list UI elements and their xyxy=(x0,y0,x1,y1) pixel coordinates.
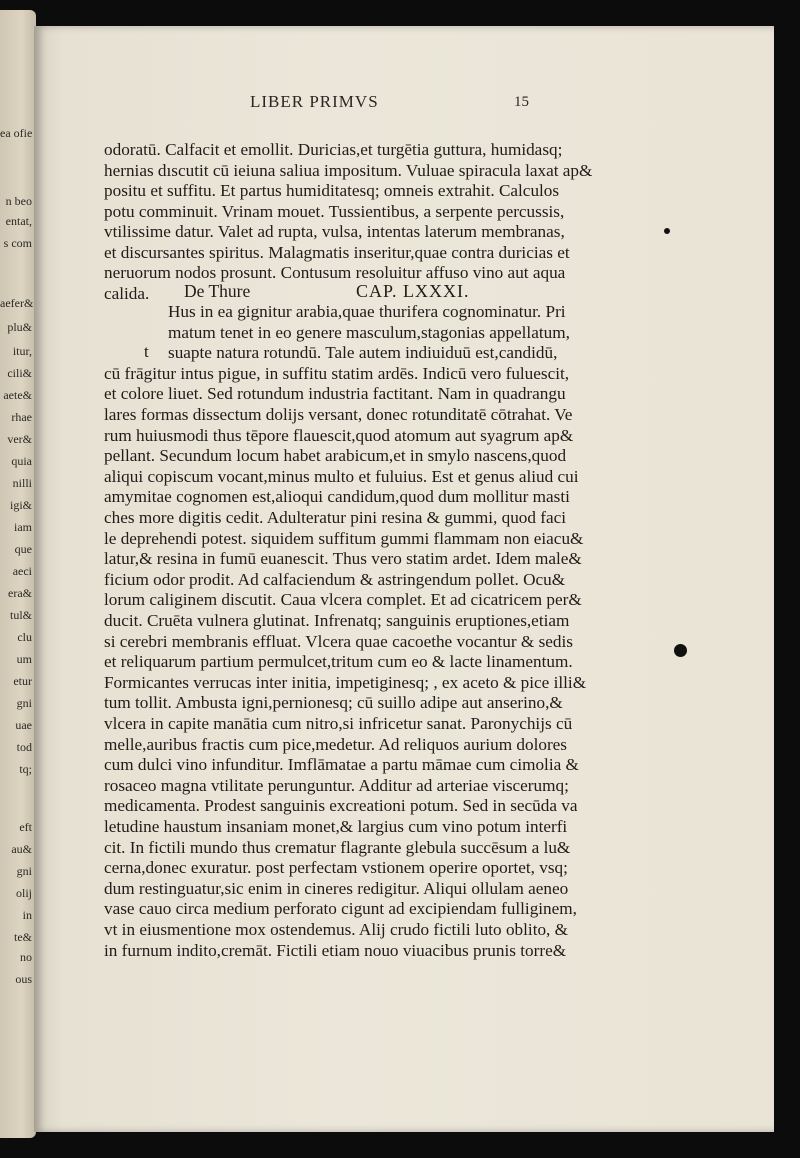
initial-letter-guide: t xyxy=(144,342,149,361)
left-margin-fragment: ous xyxy=(15,972,32,986)
text-line: medicamenta. Prodest sanguinis excreationi potum. Sed in secūda va xyxy=(104,796,578,816)
left-margin-fragment: igi& xyxy=(9,498,32,512)
text-line: et reliquarum partium permulcet,tritum cum eo & lacte linamentum. xyxy=(104,652,573,672)
running-head: LIBER PRIMVS xyxy=(250,92,379,111)
chapter-number: CAP. LXXXI. xyxy=(356,281,470,301)
left-margin-fragment: clu xyxy=(17,630,32,644)
ink-spot xyxy=(664,228,670,234)
left-margin-fragment: gni xyxy=(16,864,32,878)
left-margin-fragment: no xyxy=(20,950,32,964)
text-line: lorum caliginem discutit. Caua vlcera complet. Et ad cicatricem per& xyxy=(104,590,582,610)
text-line: rum huiusmodi thus tēpore flauescit,quod atomum aut syagrum ap& xyxy=(104,425,574,445)
text-line: si cerebri membranis effluat. Vlcera quae cacoethe vocantur & sedis xyxy=(104,631,573,651)
text-line: cum dulci vino infunditur. Imflāmatae a partu māmae cum cimolia & xyxy=(104,755,579,775)
left-margin-fragment: tul& xyxy=(9,608,32,622)
left-margin-fragment: rhae xyxy=(11,410,32,424)
text-line: ches more digitis cedit. Adulteratur pini resina & gummi, quod faci xyxy=(104,508,567,527)
text-line: aliqui copiscum vocant,minus multo et fuluius. Est et genus aliud cui xyxy=(104,466,579,486)
left-margin-fragment: cili& xyxy=(7,366,32,380)
chapter-heading xyxy=(104,281,604,303)
left-margin-fragment: in xyxy=(22,908,32,922)
left-margin-fragment: quia xyxy=(11,454,32,468)
text-line: vt in eiusmentione mox ostendemus. Alij crudo fictili luto oblito, & xyxy=(104,920,569,939)
text-line: vlcera in capite manātia cum nitro,si infricetur sanat. Paronychijs cū xyxy=(104,714,573,733)
text-line: potu comminuit. Vrinam mouet. Tussientibus, a serpente percussis, xyxy=(104,201,565,221)
text-line: et discursantes spiritus. Malagmatis inseritur,quae contra duricias et xyxy=(104,242,570,262)
left-margin-fragment: etur xyxy=(13,674,32,688)
text-line: pellant. Secundum locum habet arabicum,et in smylo nascens,quod xyxy=(104,446,567,466)
left-margin-fragment: iam xyxy=(14,520,32,534)
text-line: calida. xyxy=(104,283,150,303)
left-margin-fragment: aeci xyxy=(12,564,32,578)
text-line: vase cauo circa medium perforato cigunt ad excipiendam fulliginem, xyxy=(104,899,577,919)
left-margin-fragment: tod xyxy=(16,740,32,754)
left-margin-fragment: entat, xyxy=(5,214,32,228)
text-line: latur,& resina in fumū euanescit. Thus vero statim ardet. Idem male& xyxy=(104,549,582,569)
text-line: odoratū. Calfacit et emollit. Duricias,et turgētia guttura, humidasq; xyxy=(104,140,563,159)
text-line: et colore liuet. Sed rotundum industria factitant. Nam in quadrangu xyxy=(104,384,566,404)
left-margin-fragment: au& xyxy=(11,842,32,856)
left-margin-fragment: ea ofie xyxy=(0,126,33,140)
left-margin-fragment: olij xyxy=(15,886,32,900)
folio-number: 15 xyxy=(514,94,529,110)
text-line: suapte natura rotundū. Tale autem indiuiduū est,candidū, xyxy=(168,343,558,363)
left-margin-fragment: uae xyxy=(15,718,32,732)
ink-spot-large xyxy=(674,644,687,657)
text-line: Hus in ea gignitur arabia,quae thurifera cognominatur. Pri xyxy=(168,302,566,321)
chapter-title: De Thure xyxy=(184,281,251,301)
text-line: vtilissime datur. Valet ad rupta, vulsa, intentas laterum membranas, xyxy=(104,222,565,241)
text-line: melle,auribus fractis cum pice,medetur. Ad reliquos aurium dolores xyxy=(104,734,567,754)
text-line: hernias dıscutit cū ieiuna saliua impositum. Vuluae spiracula laxat ap& xyxy=(104,160,593,180)
text-line: ficium odor prodit. Ad calfaciendum & astringendum pollet. Ocu& xyxy=(104,569,566,589)
text-line: lares formas dissectum dolijs versant, donec rotunditatē cōtrahat. Ve xyxy=(104,405,573,424)
text-line: rosaceo magna vtilitate perunguntur. Additur ad arteriae viscerumq; xyxy=(104,775,569,795)
text-line: neruorum nodos prosunt. Contusum resoluitur affuso vino aut aqua xyxy=(104,263,566,282)
left-margin-fragment: aefer& xyxy=(0,296,34,310)
left-margin-fragment: s com xyxy=(3,236,32,250)
text-line: cit. In fictili mundo thus crematur flagrante glebula succēsum a lu& xyxy=(104,837,571,857)
text-line: cerna,donec exuratur. post perfectam vstionem operire oportet, vsq; xyxy=(104,858,568,878)
text-line: dum restinguatur,sic enim in cineres redigitur. Aliqui ollulam aeneo xyxy=(104,878,569,898)
left-margin-fragment: que xyxy=(14,542,32,556)
left-margin-fragment: era& xyxy=(8,586,32,600)
left-margin-fragment: ver& xyxy=(7,432,32,446)
text-line: in furnum indito,cremāt. Fictili etiam nouo viuacibus prunis torre& xyxy=(104,940,567,960)
left-margin-fragment: itur, xyxy=(12,344,32,358)
left-margin-fragment: te& xyxy=(14,930,32,944)
text-line: matum tenet in eo genere masculum,stagonias appellatum, xyxy=(168,322,570,342)
text-line: positu et suffitu. Et partus humiditatesq; omneis extrahit. Calculos xyxy=(104,181,560,200)
left-margin-fragment: plu& xyxy=(7,320,32,334)
text-line: amymitae cognomen est,alioqui candidum,quod dum mollitur masti xyxy=(104,487,570,507)
text-line: cū frāgitur intus pigue, in suffitu statim ardēs. Indicū vero fuluescit, xyxy=(104,363,570,383)
text-line: le deprehendi potest. siquidem suffitum gummi flammam non eiacu& xyxy=(104,528,584,548)
left-margin-fragment: gni xyxy=(16,696,32,710)
left-margin-fragment: tq; xyxy=(19,762,32,776)
left-margin-fragment: eft xyxy=(19,820,32,834)
text-line: letudine haustum insaniam monet,& largius cum vino potum interfi xyxy=(104,817,568,836)
left-page-edge xyxy=(0,10,36,1138)
left-margin-fragment: um xyxy=(16,652,32,666)
text-line: Formicantes verrucas inter initia, impetiginesq; , ex aceto & pice illi& xyxy=(104,672,587,692)
text-line: tum tollit. Ambusta igni,pernionesq; cū suillo adipe aut anserino,& xyxy=(104,693,563,713)
left-margin-fragment: n beo xyxy=(5,194,32,208)
left-margin-fragment: nilli xyxy=(12,476,32,490)
left-margin-fragment: aete& xyxy=(3,388,32,402)
text-line: ducit. Cruēta vulnera glutinat. Infrenatq; sanguinis eruptiones,etiam xyxy=(104,611,570,630)
